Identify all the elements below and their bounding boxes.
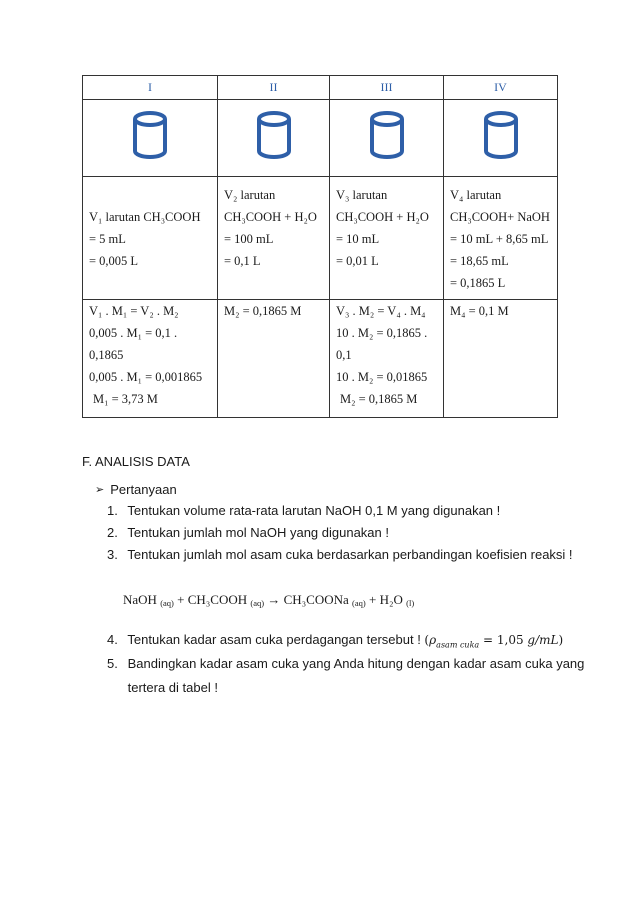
question-item — [107, 547, 573, 562]
molarity-cell-4 — [444, 300, 558, 418]
beaker-icon — [369, 110, 405, 160]
molarity-cell-3 — [330, 300, 444, 418]
calc-line: V₁ . M₁ = V₂ . M₂ — [89, 304, 179, 318]
question-number: 3. — [107, 547, 118, 562]
volume-line: V₁ larutan CH₃COOH — [89, 210, 201, 224]
state: (aq) — [250, 598, 265, 608]
question-item — [107, 525, 389, 540]
volume-line: = 10 mL + 8,65 mL — [450, 232, 549, 246]
reactant: CH₃COOH — [187, 592, 248, 607]
volume-line — [89, 272, 211, 294]
question-number: 2. — [107, 525, 118, 540]
question-text: tertera di tabel ! — [127, 680, 218, 695]
calc-line: M₁ = 3,73 M — [93, 392, 158, 406]
state: (aq) — [352, 598, 366, 608]
volume-cell-2 — [218, 177, 330, 300]
calc-line: 0,1865 — [89, 348, 124, 362]
volume-line: = 0,1 L — [224, 254, 261, 268]
calc-line: M₄ = 0,1 M — [450, 304, 509, 318]
question-text: Tentukan kadar asam cuka perdagangan tersebut ! — [127, 632, 425, 647]
header-cell-1: I — [83, 76, 218, 100]
volume-line: = 0,01 L — [336, 254, 379, 268]
question-item — [107, 503, 500, 518]
volume-line: = 5 mL — [89, 232, 126, 246]
molarity-cell-2 — [218, 300, 330, 418]
volume-row — [83, 177, 558, 300]
icon-cell-3 — [330, 100, 444, 177]
arrowhead-bullet-icon: ➢ — [95, 484, 105, 496]
molarity-row — [83, 300, 558, 418]
question-item — [107, 680, 218, 695]
subsection-heading — [95, 482, 177, 497]
question-text: Tentukan jumlah mol NaOH yang digunakan ! — [127, 525, 389, 540]
question-number: 4. — [107, 632, 118, 647]
icon-cell-2 — [218, 100, 330, 177]
header-cell-3: III — [330, 76, 444, 100]
data-table — [82, 75, 558, 418]
volume-line — [224, 272, 323, 294]
question-text: Tentukan volume rata-rata larutan NaOH 0,1 M yang digunakan ! — [127, 503, 501, 518]
calc-line: 10 . M₂ = 0,01865 — [336, 370, 428, 384]
product: CH₃COONa — [283, 592, 349, 607]
volume-line: = 0,005 L — [89, 254, 139, 268]
volume-line: V₄ larutan — [450, 188, 502, 202]
icon-row — [83, 100, 558, 177]
header-cell-4: IV — [444, 76, 558, 100]
volume-line — [336, 272, 437, 294]
section-title: F. ANALISIS DATA — [82, 454, 190, 469]
calc-line: 0,1 — [336, 348, 352, 362]
volume-line: V₂ larutan — [224, 188, 276, 202]
volume-line: = 10 mL — [336, 232, 380, 246]
state: (aq) — [160, 598, 174, 608]
question-number: 1. — [107, 503, 118, 518]
plus-sign: + — [365, 592, 380, 607]
calc-line: M₂ = 0,1865 M — [340, 392, 418, 406]
density-expression: ($\rho_{asam cuka} = 1,05$ g/mL) — [424, 633, 564, 650]
beaker-icon — [132, 110, 168, 160]
arrow-icon: → — [264, 592, 284, 607]
volume-line: V₃ larutan — [336, 188, 388, 202]
volume-line: = 100 mL — [224, 232, 274, 246]
calc-line: M₂ = 0,1865 M — [224, 304, 302, 318]
volume-cell-4 — [444, 177, 558, 300]
question-item — [107, 656, 584, 671]
beaker-icon — [483, 110, 519, 160]
molarity-cell-1 — [83, 300, 218, 418]
calc-line: 0,005 . M₁ = 0,1 . — [89, 326, 178, 340]
volume-cell-3 — [330, 177, 444, 300]
product: H₂O — [379, 592, 403, 607]
icon-cell-4 — [444, 100, 558, 177]
header-cell-2: II — [218, 76, 330, 100]
volume-cell-1 — [83, 177, 218, 300]
calc-line: V₃ . M₂ = V₄ . M₄ — [336, 304, 426, 318]
state: (l) — [406, 598, 415, 608]
question-item — [107, 632, 563, 649]
beaker-icon — [256, 110, 292, 160]
volume-line: CH₃COOH + H₂O — [224, 210, 317, 224]
question-number: 5. — [107, 656, 118, 671]
icon-cell-1 — [83, 100, 218, 177]
plus-sign: + — [173, 592, 188, 607]
question-text: Tentukan jumlah mol asam cuka berdasarkan perbandingan koefisien reaksi ! — [127, 547, 573, 562]
calc-line: 10 . M₂ = 0,1865 . — [336, 326, 428, 340]
reaction-equation — [123, 592, 414, 608]
volume-line: = 18,65 mL — [450, 254, 509, 268]
volume-line: CH₃COOH + H₂O — [336, 210, 429, 224]
calc-line: 0,005 . M₁ = 0,001865 — [89, 370, 203, 384]
header-row — [83, 76, 558, 100]
volume-line: = 0,1865 L — [450, 276, 506, 290]
reactant: NaOH — [123, 592, 157, 607]
volume-line: CH₃COOH+ NaOH — [450, 210, 550, 224]
subsection-label: Pertanyaan — [110, 482, 177, 497]
question-text: Bandingkan kadar asam cuka yang Anda hitung dengan kadar asam cuka yang — [127, 656, 585, 671]
